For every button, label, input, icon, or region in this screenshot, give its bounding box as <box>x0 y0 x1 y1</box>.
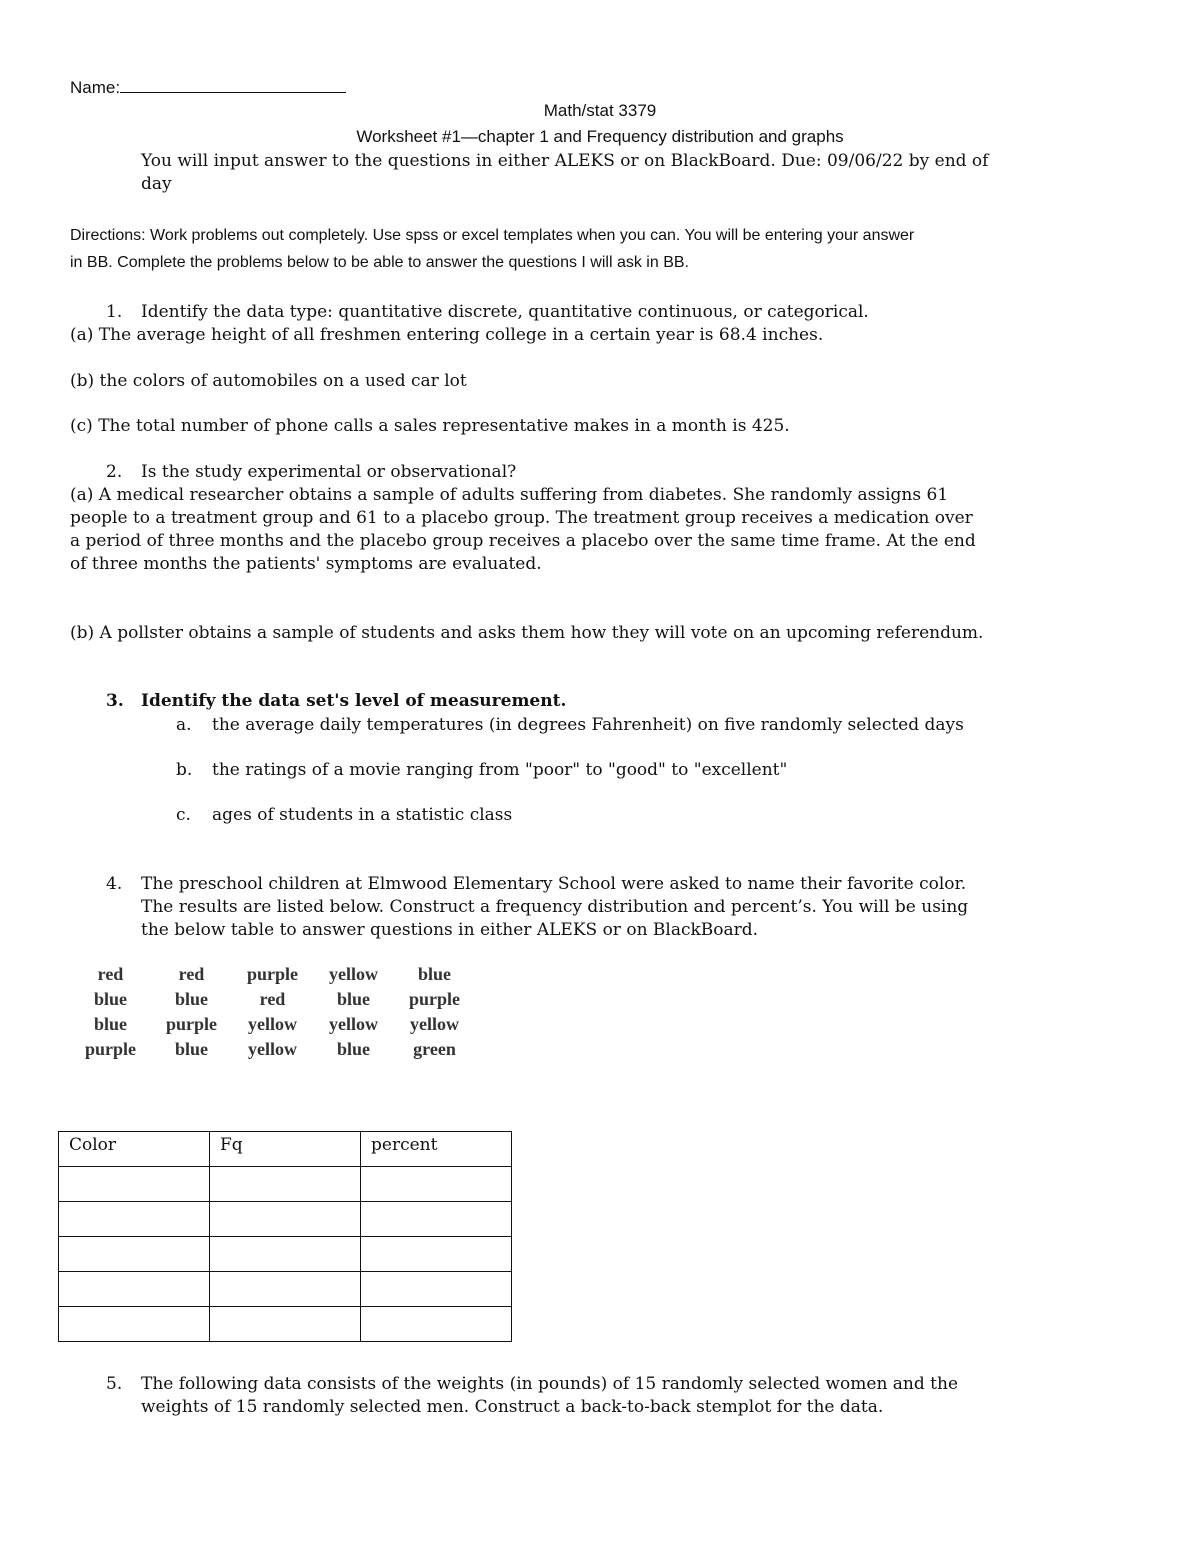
q1-part-c: (c) The total number of phone calls a sales representative makes in a month is 425. <box>70 416 790 436</box>
name-blank-line[interactable] <box>120 76 346 93</box>
q5-number: 5. <box>106 1374 123 1394</box>
table-cell[interactable] <box>361 1307 512 1342</box>
color-value: blue <box>174 1039 208 1059</box>
q4-line-2: The results are listed below. Construct a frequency distribution and percent’s. You will be using <box>141 897 969 917</box>
header-fq: Fq <box>210 1132 361 1167</box>
q3-item-b-label: b. <box>176 760 193 780</box>
color-value: blue <box>93 989 127 1009</box>
q2-part-a-line-2: people to a treatment group and 61 to a placebo group. The treatment group receives a medication over <box>70 508 973 528</box>
q3-prompt: Identify the data set's level of measurement. <box>141 691 567 711</box>
table-row <box>59 1237 512 1272</box>
name-field[interactable] <box>70 76 346 98</box>
q2-part-a-line-4: of three months the patients' symptoms are evaluated. <box>70 554 542 574</box>
q2-prompt: Is the study experimental or observational? <box>141 462 517 482</box>
table-cell[interactable] <box>59 1202 210 1237</box>
table-row <box>59 1272 512 1307</box>
q1-prompt: Identify the data type: quantitative discrete, quantitative continuous, or categorical. <box>141 302 869 322</box>
q3-item-b: the ratings of a movie ranging from "poor" to "good" to "excellent" <box>212 760 788 780</box>
intro-line-2: day <box>141 174 172 194</box>
color-value: yellow <box>329 964 378 984</box>
q2-number: 2. <box>106 462 123 482</box>
intro-line-1: You will input answer to the questions in either ALEKS or on BlackBoard. Due: 09/06/22 by end of <box>141 151 989 171</box>
color-value: green <box>413 1039 456 1059</box>
frequency-table <box>58 1131 512 1342</box>
table-cell[interactable] <box>210 1237 361 1272</box>
color-value: red <box>259 989 286 1009</box>
color-value: red <box>97 964 124 984</box>
table-row <box>59 1167 512 1202</box>
table-cell[interactable] <box>210 1202 361 1237</box>
table-header-row <box>59 1132 512 1167</box>
color-value: blue <box>336 1039 370 1059</box>
q5-line-1: The following data consists of the weights (in pounds) of 15 randomly selected women and the <box>141 1374 959 1394</box>
color-value: blue <box>417 964 451 984</box>
color-value: yellow <box>410 1014 459 1034</box>
table-cell[interactable] <box>361 1272 512 1307</box>
q4-number: 4. <box>106 874 123 894</box>
name-label: Name: <box>70 78 121 97</box>
color-value: red <box>178 964 205 984</box>
header-percent: percent <box>361 1132 512 1167</box>
q2-part-a-line-3: a period of three months and the placebo group receives a placebo over the same time frame. At the end <box>70 531 976 551</box>
table-cell[interactable] <box>361 1202 512 1237</box>
table-row <box>59 1202 512 1237</box>
color-value: yellow <box>248 1014 297 1034</box>
color-value: purple <box>84 1039 136 1059</box>
color-value: blue <box>93 1014 127 1034</box>
q1-part-a: (a) The average height of all freshmen entering college in a certain year is 68.4 inches. <box>70 325 824 345</box>
q2-part-a-line-1: (a) A medical researcher obtains a sample of adults suffering from diabetes. She randomly assigns 61 <box>70 485 949 505</box>
q3-number: 3. <box>106 691 124 711</box>
colors-row <box>70 962 475 987</box>
table-cell[interactable] <box>361 1237 512 1272</box>
color-value: blue <box>174 989 208 1009</box>
colors-row <box>70 1037 475 1062</box>
header-color: Color <box>59 1132 210 1167</box>
table-cell[interactable] <box>210 1307 361 1342</box>
q4-line-3: the below table to answer questions in either ALEKS or on BlackBoard. <box>141 920 759 940</box>
directions-line-1: Directions: Work problems out completely. Use spss or excel templates when you can. You will be entering your answer <box>70 227 915 244</box>
color-value: purple <box>165 1014 217 1034</box>
table-cell[interactable] <box>361 1167 512 1202</box>
table-cell[interactable] <box>59 1167 210 1202</box>
table-cell[interactable] <box>59 1272 210 1307</box>
course-title: Math/stat 3379 <box>543 101 657 120</box>
table-cell[interactable] <box>59 1307 210 1342</box>
color-value: yellow <box>248 1039 297 1059</box>
colors-row <box>70 1012 475 1037</box>
favorite-colors-grid <box>70 962 475 1062</box>
q3-item-a-label: a. <box>176 715 192 735</box>
table-cell[interactable] <box>59 1237 210 1272</box>
directions-line-2: in BB. Complete the problems below to be able to answer the questions I will ask in BB. <box>70 254 689 271</box>
q3-item-c-label: c. <box>176 805 191 825</box>
color-value: purple <box>246 964 298 984</box>
table-cell[interactable] <box>210 1167 361 1202</box>
color-value: purple <box>408 989 460 1009</box>
table-cell[interactable] <box>210 1272 361 1307</box>
worksheet-title: Worksheet #1—chapter 1 and Frequency distribution and graphs <box>356 127 844 146</box>
q5-line-2: weights of 15 randomly selected men. Construct a back-to-back stemplot for the data. <box>141 1397 884 1417</box>
q2-part-b: (b) A pollster obtains a sample of students and asks them how they will vote on an upcoming referendum. <box>70 623 984 643</box>
q3-item-c: ages of students in a statistic class <box>212 805 513 825</box>
color-value: blue <box>336 989 370 1009</box>
q1-part-b: (b) the colors of automobiles on a used car lot <box>70 371 467 391</box>
q1-number: 1. <box>106 302 123 322</box>
q3-item-a: the average daily temperatures (in degrees Fahrenheit) on five randomly selected days <box>212 715 964 735</box>
q4-line-1: The preschool children at Elmwood Elementary School were asked to name their favorite color. <box>141 874 967 894</box>
color-value: yellow <box>329 1014 378 1034</box>
table-row <box>59 1307 512 1342</box>
colors-row <box>70 987 475 1012</box>
